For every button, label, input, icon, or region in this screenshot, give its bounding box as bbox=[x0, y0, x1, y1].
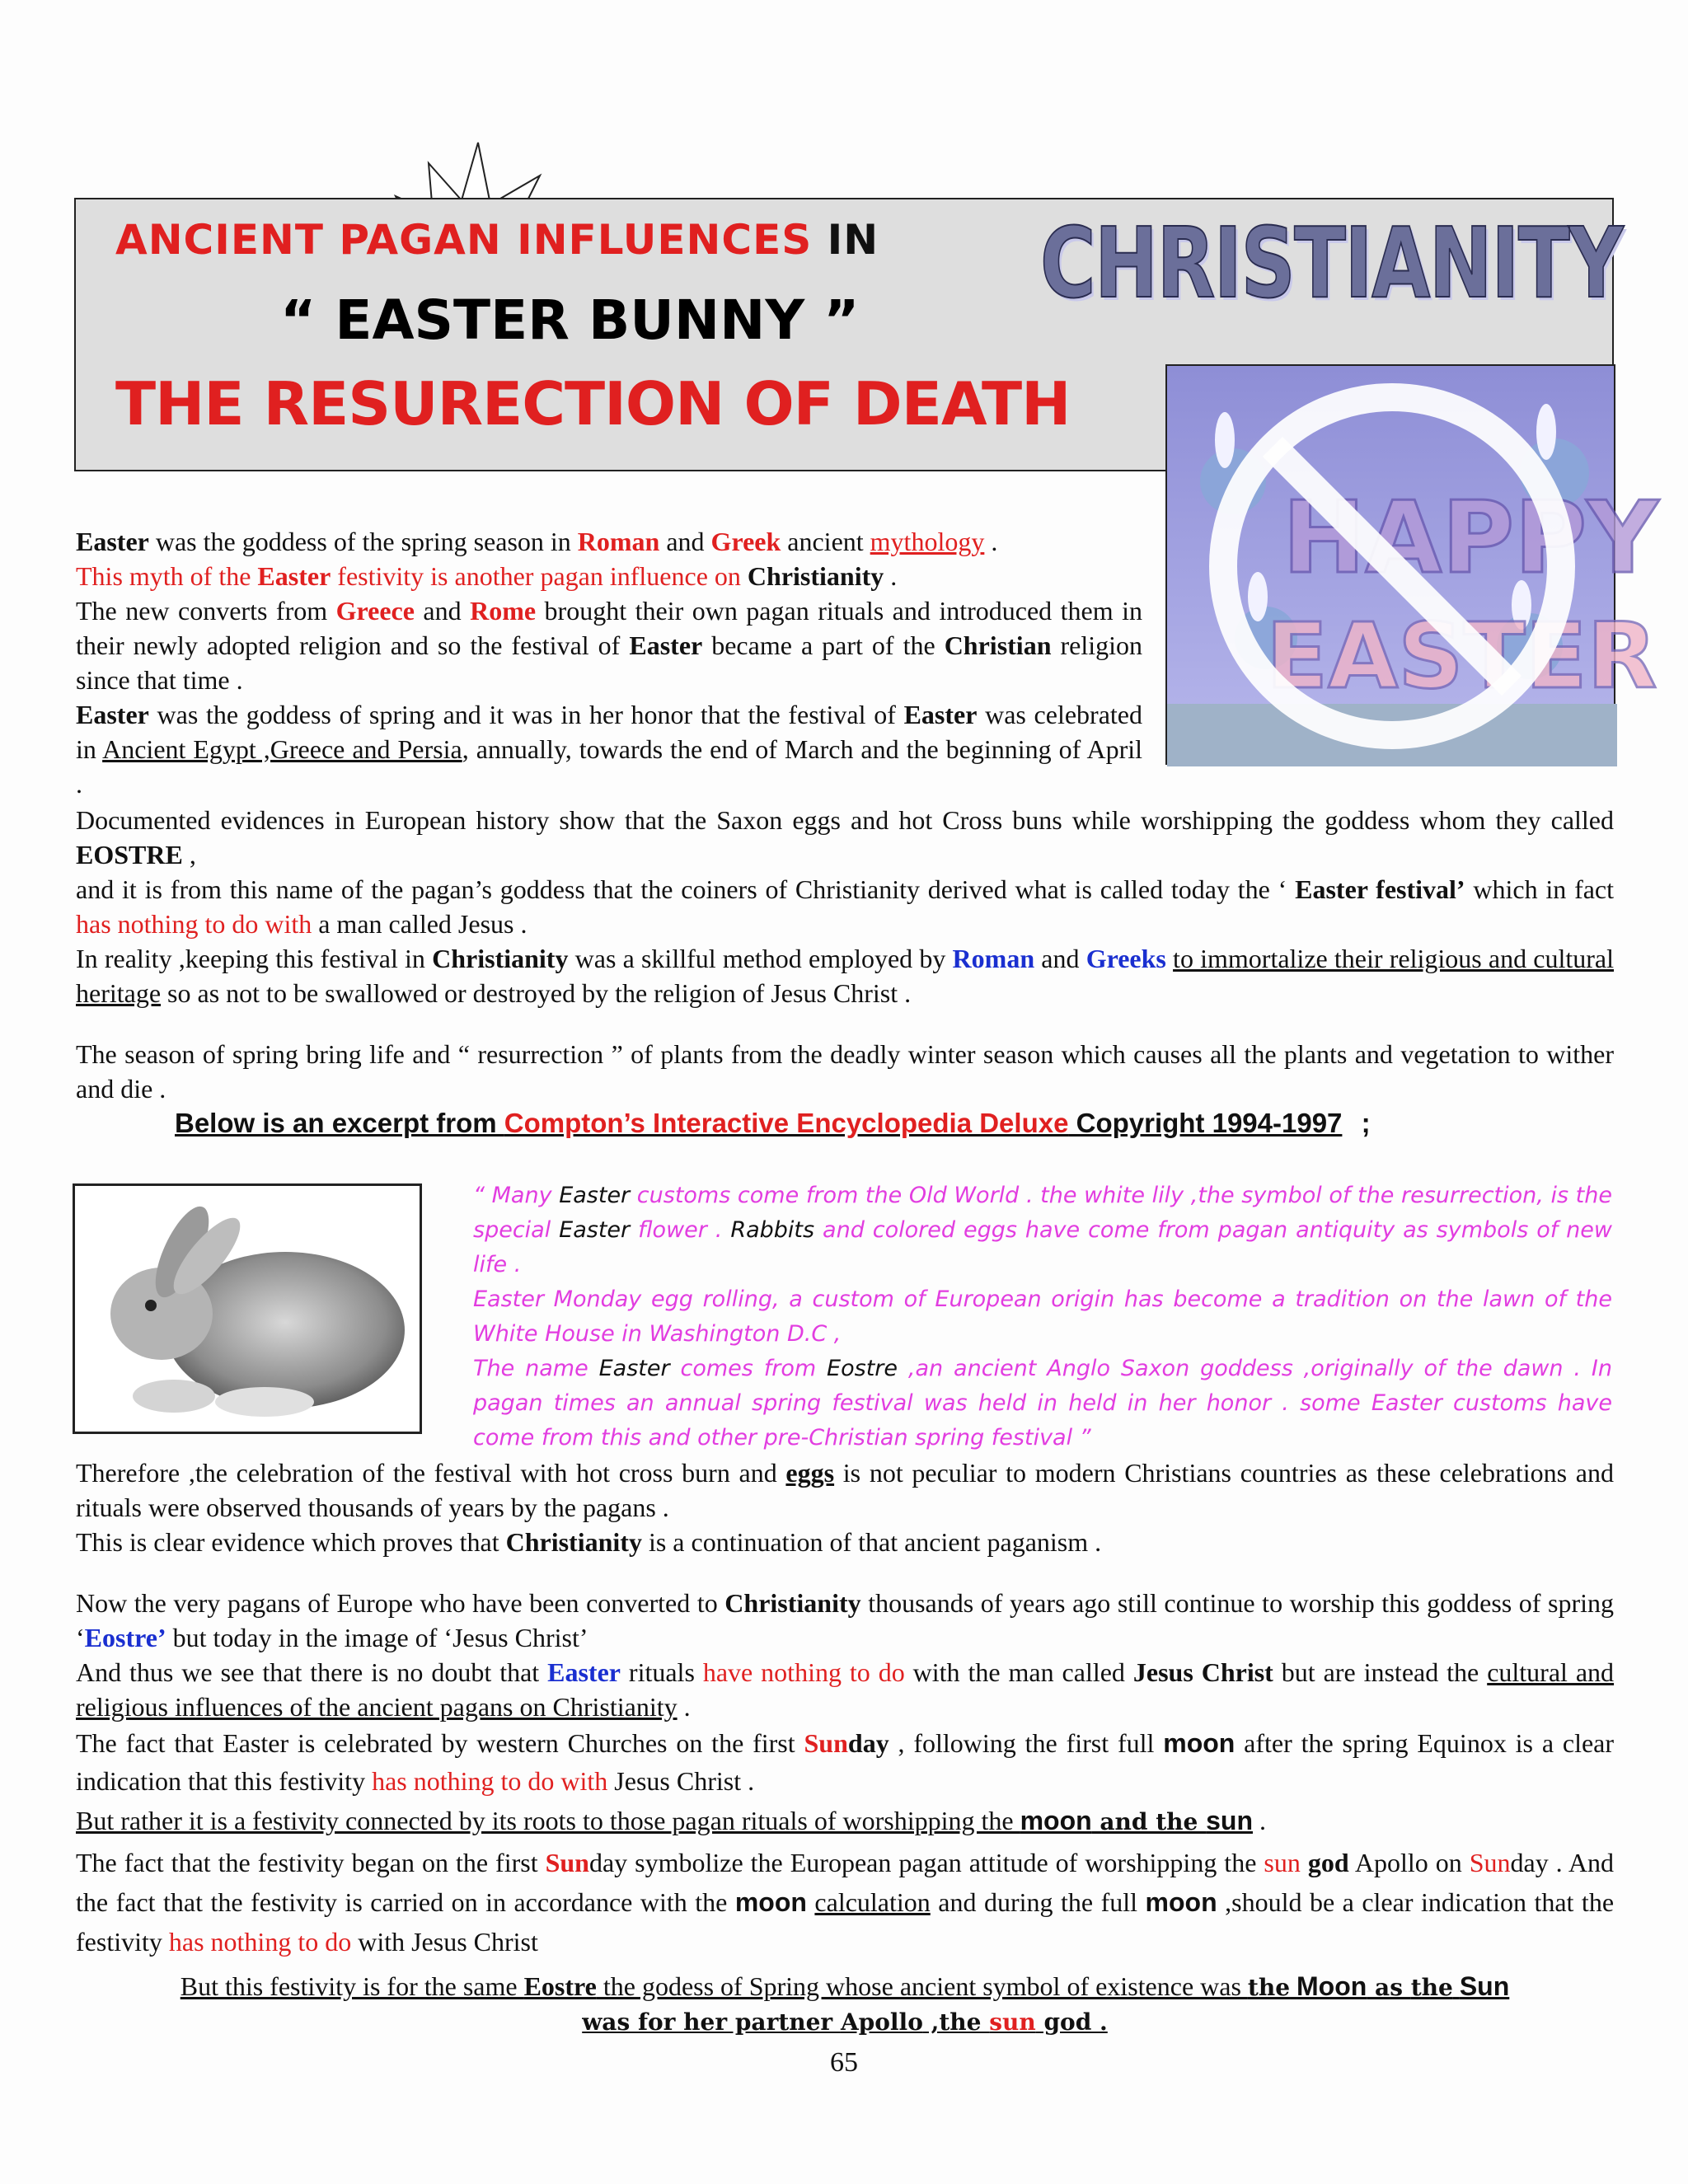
body-text bbox=[76, 1455, 1614, 1559]
spring-p1: The season of spring bring life and “ resurrection ” of plants from the deadly winter season which causes all the plants and vegetation to wither and die . bbox=[76, 1039, 1614, 1104]
closing-line-2: was for her partner Apollo ,the sun god . bbox=[582, 2008, 1108, 2036]
svg-text:HAPPY: HAPPY bbox=[1282, 481, 1659, 596]
encyclopedia-quote bbox=[473, 1179, 1612, 1455]
body-p4: And thus we see that there is no doubt that Easter rituals have nothing to do with the man called Jesus Christ but are instead the cultural and religious influences of the ancient pagans on Christianity . bbox=[76, 1657, 1615, 1722]
easter-bunny-title: “ EASTER BUNNY ” bbox=[280, 288, 860, 352]
svg-text:EASTER: EASTER bbox=[1266, 603, 1658, 709]
body-p2: This is clear evidence which proves that Christianity is a continuation of that ancient paganism . bbox=[76, 1527, 1102, 1557]
intro-text bbox=[76, 524, 1142, 801]
page-number: 65 bbox=[830, 2047, 858, 2078]
spring-text bbox=[76, 1037, 1614, 1106]
intro-p3: The new converts from Greece and Rome brought their own pagan rituals and introduced them in their newly adopted religion and so the festival of Easter became a part of the Christian religion since that time . bbox=[76, 596, 1143, 695]
body-p3: Now the very pagans of Europe who have been converted to Christianity thousands of years ago still continue to worship this goddess of spring ‘Eostre’ but today in the image of ‘Jesus Christ’ bbox=[76, 1588, 1615, 1652]
intro-p1: Easter was the goddess of the spring season in Roman and Greek ancient mythology . bbox=[76, 527, 998, 556]
history-p1: Documented evidences in European history show that the Saxon eggs and hot Cross buns while worshipping the goddess whom they called EOSTRE , bbox=[76, 805, 1614, 869]
header-line1 bbox=[115, 216, 879, 264]
quote-p2: Easter Monday egg rolling, a custom of European origin has become a tradition on the lawn of the White House in Washington D.C , bbox=[473, 1286, 1612, 1347]
rabbit-icon bbox=[75, 1186, 421, 1433]
intro-p4: Easter was the goddess of spring and it was in her honor that the festival of Easter was celebrated in Ancient Egypt ,Greece and Persia, annually, towards the end of March and the beginning of April . bbox=[76, 700, 1143, 799]
body-p6: But rather it is a festivity connected by its roots to those pagan rituals of worshipping the moon and the sun . bbox=[76, 1806, 1266, 1835]
history-text bbox=[76, 803, 1614, 1010]
no-easter-sign-icon bbox=[1167, 366, 1659, 766]
happy-easter-image bbox=[1165, 364, 1659, 765]
rabbit-image bbox=[73, 1183, 422, 1434]
quote-p1: “ Many Easter customs come from the Old World . the white lily ,the symbol of the resurrection, is the special Easter flower . Rabbits and colored eggs have come from pagan antiquity as symbols of new life . bbox=[473, 1183, 1612, 1277]
body-p7: The fact that the festivity began on the first Sunday symbolize the European pagan attitude of worshipping the sun god Apollo on Sunday . And the fact that the festivity is carried on in accordance with the moon calculation and during the full moon ,should be a clear indication that the festivity has nothing to do with Jesus Christ bbox=[76, 1848, 1615, 1957]
history-p2: and it is from this name of the pagan’s goddess that the coiners of Christianity derived what is called today the ‘ Easter festival’ which in fact has nothing to do with a man called Jesus . bbox=[76, 874, 1615, 939]
body-p5: The fact that Easter is celebrated by western Churches on the first Sunday , following the first full moon after the spring Equinox is a clear indication that this festivity has nothing to do with Jesus Christ . bbox=[76, 1728, 1615, 1796]
title-red: ANCIENT PAGAN INFLUENCES bbox=[115, 216, 813, 264]
quote-p3: The name Easter comes from Eostre ,an ancient Anglo Saxon goddess ,originally of the dawn . In pagan times an annual spring festival was held in held in her honor . some Easter customs have come from this and other pre-Christian spring festival ” bbox=[473, 1356, 1612, 1451]
excerpt-heading: Below is an excerpt from Compton’s Interactive Encyclopedia Deluxe Copyright 1994-1997 ; bbox=[175, 1108, 1371, 1138]
closing-line-1: But this festivity is for the same Eostre the godess of Spring whose ancient symbol of existence was the Moon as the Sun bbox=[180, 1971, 1510, 2001]
title-in: IN bbox=[827, 216, 879, 264]
body-text-2 bbox=[76, 1586, 1614, 1961]
christianity-title: CHRISTIANITY bbox=[1040, 206, 1623, 320]
history-p3: In reality ,keeping this festival in Christianity was a skillful method employed by Roman and Greeks to immortalize their religious and cultural heritage so as not to be swallowed or destroyed by the religion of Jesus Christ . bbox=[76, 944, 1615, 1008]
body-p1: Therefore ,the celebration of the festival with hot cross burn and eggs is not peculiar to modern Christians countries as these celebrations and rituals were observed thousands of years by the pagans . bbox=[76, 1458, 1615, 1522]
resurrection-title: THE RESURECTION OF DEATH bbox=[115, 369, 1071, 438]
intro-p2: This myth of the Easter festivity is another pagan influence on Christianity . bbox=[76, 561, 898, 591]
